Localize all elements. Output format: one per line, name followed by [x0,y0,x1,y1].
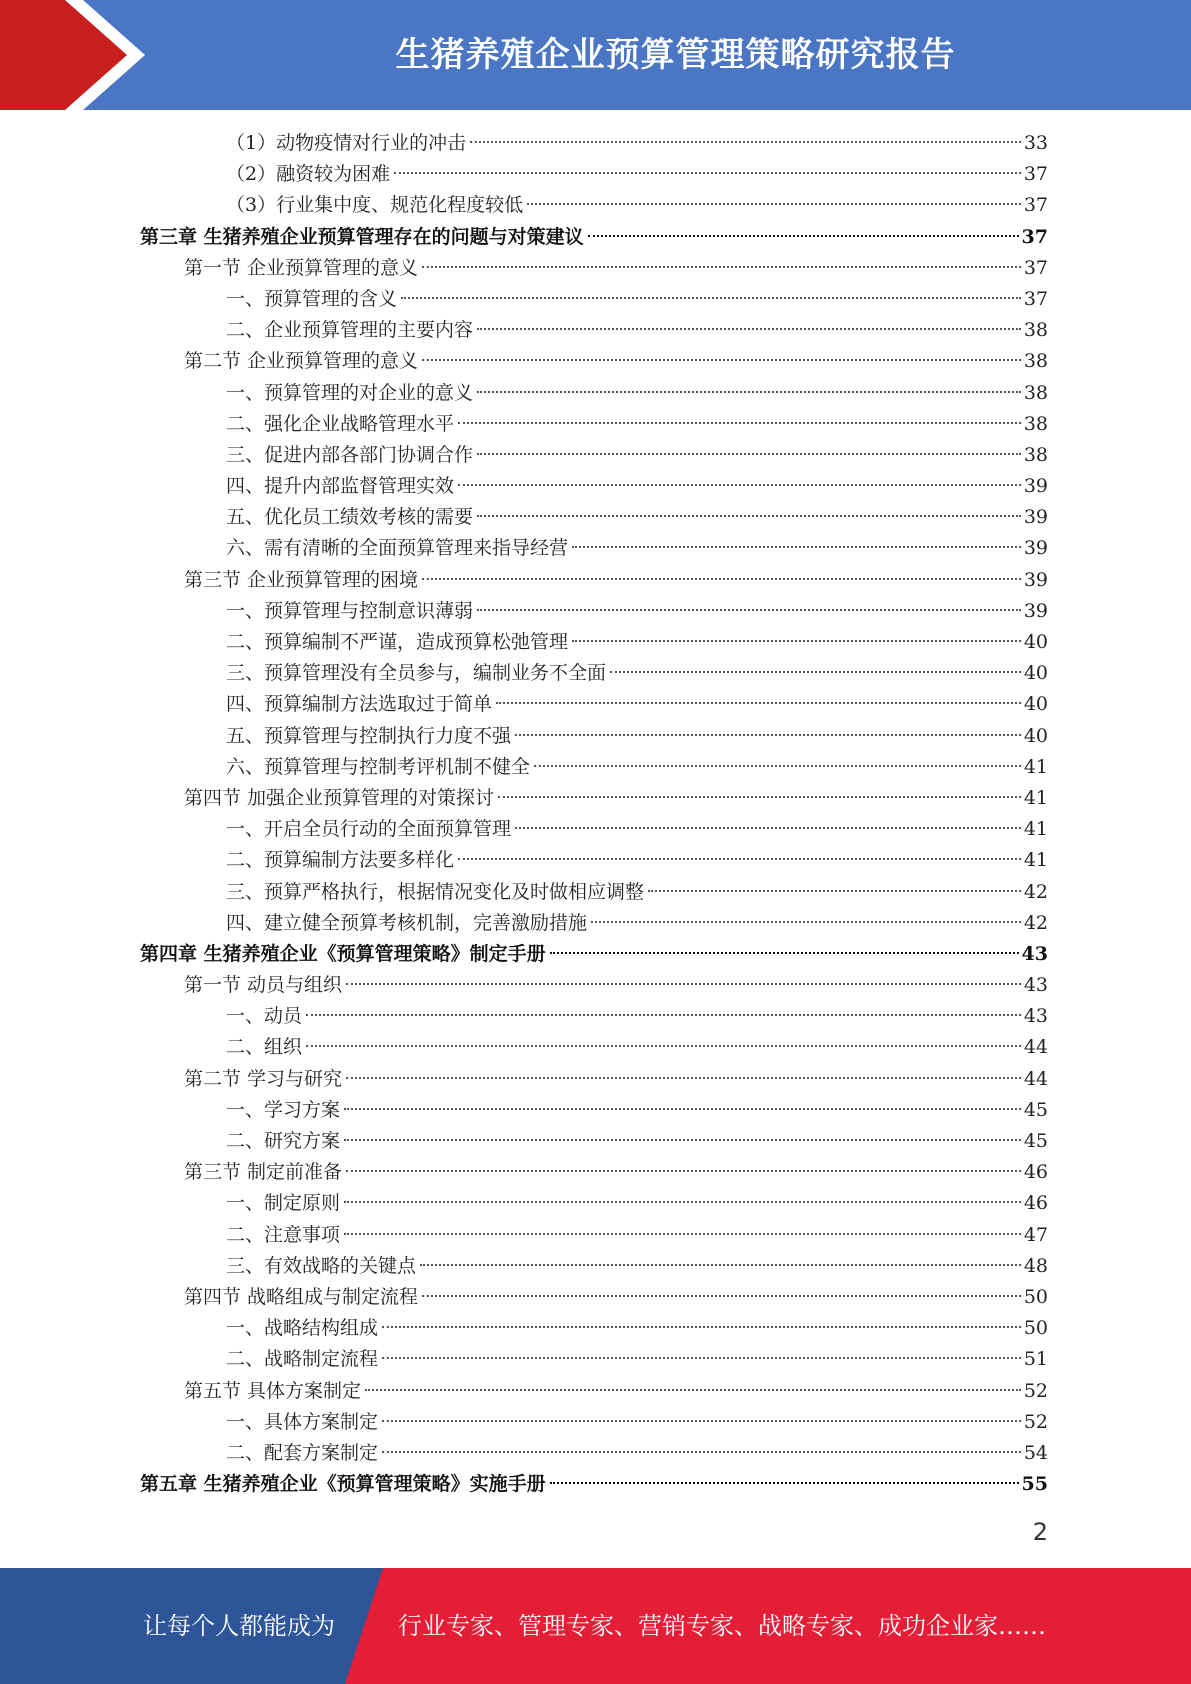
toc-entry-label: 第一节 企业预算管理的意义 [184,256,419,279]
toc-dot-leader [458,422,1021,424]
toc-entry-page: 40 [1023,631,1048,653]
toc-entry-label: 第四节 战略组成与制定流程 [184,1285,419,1308]
toc-entry-label: 第三章 生猪养殖企业预算管理存在的问题与对策建议 [140,225,584,248]
toc-dot-leader [306,1045,1021,1047]
toc-entry-label: 第五节 具体方案制定 [184,1379,362,1402]
document-title: 生猪养殖企业预算管理策略研究报告 [395,35,956,75]
toc-dot-leader [572,546,1021,548]
toc-entry-label: 三、预算管理没有全员参与，编制业务不全面 [226,662,607,685]
toc-subsection-entry[interactable] [140,1251,1048,1282]
toc-subsection-entry[interactable] [140,689,1048,720]
toc-dot-leader [458,858,1021,860]
toc-dot-leader [477,328,1021,330]
toc-entry-label: 一、制定原则 [226,1192,341,1215]
toc-entry-page: 41 [1023,818,1048,841]
toc-dot-leader [346,1077,1021,1079]
toc-entry-label: 四、提升内部监督管理实效 [226,475,455,498]
toc-section-entry[interactable] [140,970,1048,1001]
toc-entry-label: 第五章 生猪养殖企业《预算管理策略》实施手册 [140,1473,546,1496]
toc-dot-leader [458,484,1021,486]
toc-subsection-entry[interactable] [140,1344,1048,1375]
toc-entry-label: 一、预算管理与控制意识薄弱 [226,599,474,622]
toc-subsection-entry[interactable] [140,1220,1048,1251]
toc-dot-leader [420,1264,1021,1266]
toc-entry-label: 二、注意事项 [226,1223,341,1246]
toc-entry-page: 52 [1023,1410,1048,1433]
toc-entry-page: 40 [1023,724,1048,747]
toc-entry-page: 38 [1023,350,1048,373]
toc-entry-page: 55 [1021,1473,1048,1496]
toc-entry-page: 39 [1023,568,1048,591]
toc-subsection-entry[interactable] [140,1313,1048,1344]
toc-dot-leader [344,1233,1021,1235]
toc-dot-leader [550,1482,1019,1484]
footer-slogan-left: 让每个人都能成为 [143,1612,335,1640]
toc-dot-leader [382,1357,1021,1359]
toc-entry-label: 五、预算管理与控制执行力度不强 [226,724,512,747]
toc-entry-page: 50 [1023,1317,1048,1340]
toc-entry-label: 二、研究方案 [226,1130,341,1152]
toc-dot-leader [515,827,1021,829]
toc-subsection-entry[interactable] [140,1032,1048,1063]
toc-section-entry[interactable] [140,253,1048,284]
toc-dot-leader [306,1014,1021,1016]
toc-subsection-entry[interactable] [140,845,1048,876]
toc-subsection-entry[interactable] [140,877,1048,908]
toc-entry-page: 43 [1023,974,1048,997]
toc-dot-leader [422,1295,1021,1297]
toc-entry-page: 40 [1023,662,1048,685]
toc-dot-leader [344,1108,1021,1110]
toc-entry-page: 41 [1023,849,1048,872]
toc-subsection-entry[interactable] [140,908,1048,939]
toc-section-entry[interactable] [140,346,1048,377]
toc-entry-label: 二、组织 [226,1036,303,1059]
toc-entry-label: 二、企业预算管理的主要内容 [226,319,474,342]
toc-dot-leader [344,1201,1021,1203]
toc-dot-leader [394,172,1021,174]
toc-dot-leader [648,890,1021,892]
toc-entry-page: 39 [1023,475,1048,498]
toc-entry-label: 第三节 制定前准备 [184,1161,343,1184]
toc-subsection-entry[interactable] [140,533,1048,564]
toc-entry-label: 二、预算编制方法要多样化 [226,849,455,872]
toc-entry-label: 六、需有清晰的全面预算管理来指导经营 [226,537,569,560]
toc-section-entry[interactable] [140,1157,1048,1188]
toc-entry-label: 六、预算管理与控制考评机制不健全 [226,755,531,778]
footer-slogan-right: 行业专家、管理专家、营销专家、战略专家、成功企业家…… [398,1612,1046,1640]
toc-entry-page: 39 [1023,537,1048,560]
toc-subsection-entry[interactable] [140,315,1048,346]
toc-entry-label: 一、具体方案制定 [226,1410,379,1433]
toc-dot-leader [588,235,1019,237]
toc-entry-label: 第四章 生猪养殖企业《预算管理策略》制定手册 [140,942,546,965]
toc-subsection-entry[interactable] [140,1001,1048,1032]
toc-dot-leader [515,734,1021,736]
toc-entry-page: 43 [1023,1005,1048,1028]
toc-entry-label: 一、动员 [226,1005,303,1028]
toc-subsection-entry[interactable] [140,471,1048,502]
toc-entry-page: 51 [1023,1348,1048,1371]
toc-dot-leader [477,515,1021,517]
toc-entry-label: 一、学习方案 [226,1098,341,1121]
toc-entry-page: 33 [1023,132,1048,154]
toc-entry-label: 二、战略制定流程 [226,1348,379,1371]
toc-dot-leader [477,609,1021,611]
page-footer [0,1568,1191,1684]
toc-section-entry[interactable] [140,1376,1048,1407]
toc-entry-page: 39 [1023,506,1048,529]
toc-entry-page: 45 [1023,1130,1048,1152]
toc-subsection-entry[interactable] [140,440,1048,471]
toc-chapter-entry[interactable] [140,939,1048,970]
toc-entry-page: 40 [1023,693,1048,716]
toc-entry-label: 三、预算严格执行，根据情况变化及时做相应调整 [226,880,645,903]
toc-subsection-entry[interactable] [140,378,1048,409]
toc-entry-label: （1）动物疫情对行业的冲击 [226,132,467,154]
toc-entry-label: 第四节 加强企业预算管理的对策探讨 [184,786,495,809]
toc-dot-leader [422,359,1021,361]
toc-dot-leader [496,702,1021,704]
toc-subsection-entry[interactable] [140,627,1048,658]
toc-entry-page: 41 [1023,786,1048,809]
toc-subsection-entry[interactable] [140,1438,1048,1469]
toc-entry-label: 一、开启全员行动的全面预算管理 [226,818,512,841]
toc-dot-leader [527,203,1021,205]
toc-subsection-entry[interactable] [140,128,1048,159]
toc-subsection-entry[interactable] [140,1188,1048,1219]
toc-entry-page: 38 [1023,381,1048,404]
toc-entry-page: 37 [1023,287,1048,310]
toc-dot-leader [470,141,1021,143]
toc-entry-label: 一、预算管理的对企业的意义 [226,381,474,404]
toc-subsection-entry[interactable] [140,1407,1048,1438]
toc-subsection-entry[interactable] [140,284,1048,315]
toc-dot-leader [346,1170,1021,1172]
toc-entry-page: 37 [1023,256,1048,279]
toc-dot-leader [572,640,1021,642]
page-number: 2 [1032,1518,1048,1546]
toc-entry-page: 37 [1023,163,1048,186]
toc-subsection-entry[interactable] [140,596,1048,627]
toc-dot-leader [422,578,1021,580]
toc-entry-label: 第一节 动员与组织 [184,974,343,997]
toc-section-entry[interactable] [140,783,1048,814]
toc-entry-page: 50 [1023,1285,1048,1308]
toc-dot-leader [346,983,1021,985]
toc-entry-page: 42 [1023,880,1048,903]
toc-entry-page: 54 [1023,1441,1048,1464]
toc-dot-leader [422,266,1021,268]
toc-dot-leader [477,453,1021,455]
toc-dot-leader [534,765,1021,767]
toc-entry-page: 38 [1023,319,1048,342]
toc-subsection-entry[interactable] [140,1126,1048,1157]
toc-section-entry[interactable] [140,565,1048,596]
toc-subsection-entry[interactable] [140,814,1048,845]
toc-entry-label: 三、有效战略的关键点 [226,1254,417,1277]
toc-entry-label: 一、预算管理的含义 [226,287,398,310]
toc-dot-leader [365,1389,1021,1391]
toc-entry-page: 41 [1023,755,1048,778]
toc-entry-label: 二、强化企业战略管理水平 [226,412,455,435]
toc-entry-page: 44 [1023,1036,1048,1059]
toc-entry-label: 第三节 企业预算管理的困境 [184,568,419,591]
toc-entry-page: 46 [1023,1192,1048,1215]
toc-entry-label: 三、促进内部各部门协调合作 [226,443,474,466]
toc-entry-label: 四、预算编制方法选取过于简单 [226,693,493,716]
toc-entry-page: 39 [1023,599,1048,622]
toc-entry-page: 46 [1023,1161,1048,1184]
toc-entry-label: 一、战略结构组成 [226,1317,379,1340]
header-red-arrow-decoration [0,0,140,110]
toc-entry-label: （3）行业集中度、规范化程度较低 [226,194,524,217]
toc-entry-label: 第二节 学习与研究 [184,1067,343,1090]
toc-dot-leader [382,1420,1021,1422]
toc-entry-page: 48 [1023,1254,1048,1277]
toc-dot-leader [610,671,1021,673]
toc-entry-page: 42 [1023,911,1048,934]
toc-dot-leader [591,921,1021,923]
toc-entry-page: 37 [1021,225,1048,248]
toc-subsection-entry[interactable] [140,1095,1048,1126]
toc-dot-leader [477,391,1021,393]
toc-section-entry[interactable] [140,1282,1048,1313]
toc-entry-label: 二、配套方案制定 [226,1441,379,1464]
toc-subsection-entry[interactable] [140,190,1048,221]
toc-entry-page: 52 [1023,1379,1048,1402]
page-header [0,0,1191,110]
toc-section-entry[interactable] [140,1064,1048,1095]
toc-entry-page: 47 [1023,1223,1048,1246]
toc-entry-label: 第二节 企业预算管理的意义 [184,350,419,373]
toc-dot-leader [382,1326,1021,1328]
toc-subsection-entry[interactable] [140,409,1048,440]
toc-entry-label: 二、预算编制不严谨，造成预算松弛管理 [226,631,569,653]
toc-entry-label: 五、优化员工绩效考核的需要 [226,506,474,529]
toc-entry-page: 45 [1023,1098,1048,1121]
toc-chapter-entry[interactable] [140,222,1048,253]
toc-dot-leader [550,952,1019,954]
toc-chapter-entry[interactable] [140,1469,1048,1500]
toc-dot-leader [382,1451,1021,1453]
toc-entry-label: 四、建立健全预算考核机制，完善激励措施 [226,911,588,934]
toc-subsection-entry[interactable] [140,159,1048,190]
toc-dot-leader [498,796,1021,798]
toc-subsection-entry[interactable] [140,658,1048,689]
toc-entry-page: 38 [1023,412,1048,435]
toc-subsection-entry[interactable] [140,502,1048,533]
toc-entry-page: 43 [1021,942,1048,965]
toc-subsection-entry[interactable] [140,752,1048,783]
table-of-contents [140,128,1048,1500]
toc-dot-leader [344,1139,1021,1141]
toc-entry-label: （2）融资较为困难 [226,163,391,186]
toc-entry-page: 44 [1023,1067,1048,1090]
toc-dot-leader [401,297,1021,299]
toc-subsection-entry[interactable] [140,721,1048,752]
toc-entry-page: 37 [1023,194,1048,217]
toc-entry-page: 38 [1023,443,1048,466]
